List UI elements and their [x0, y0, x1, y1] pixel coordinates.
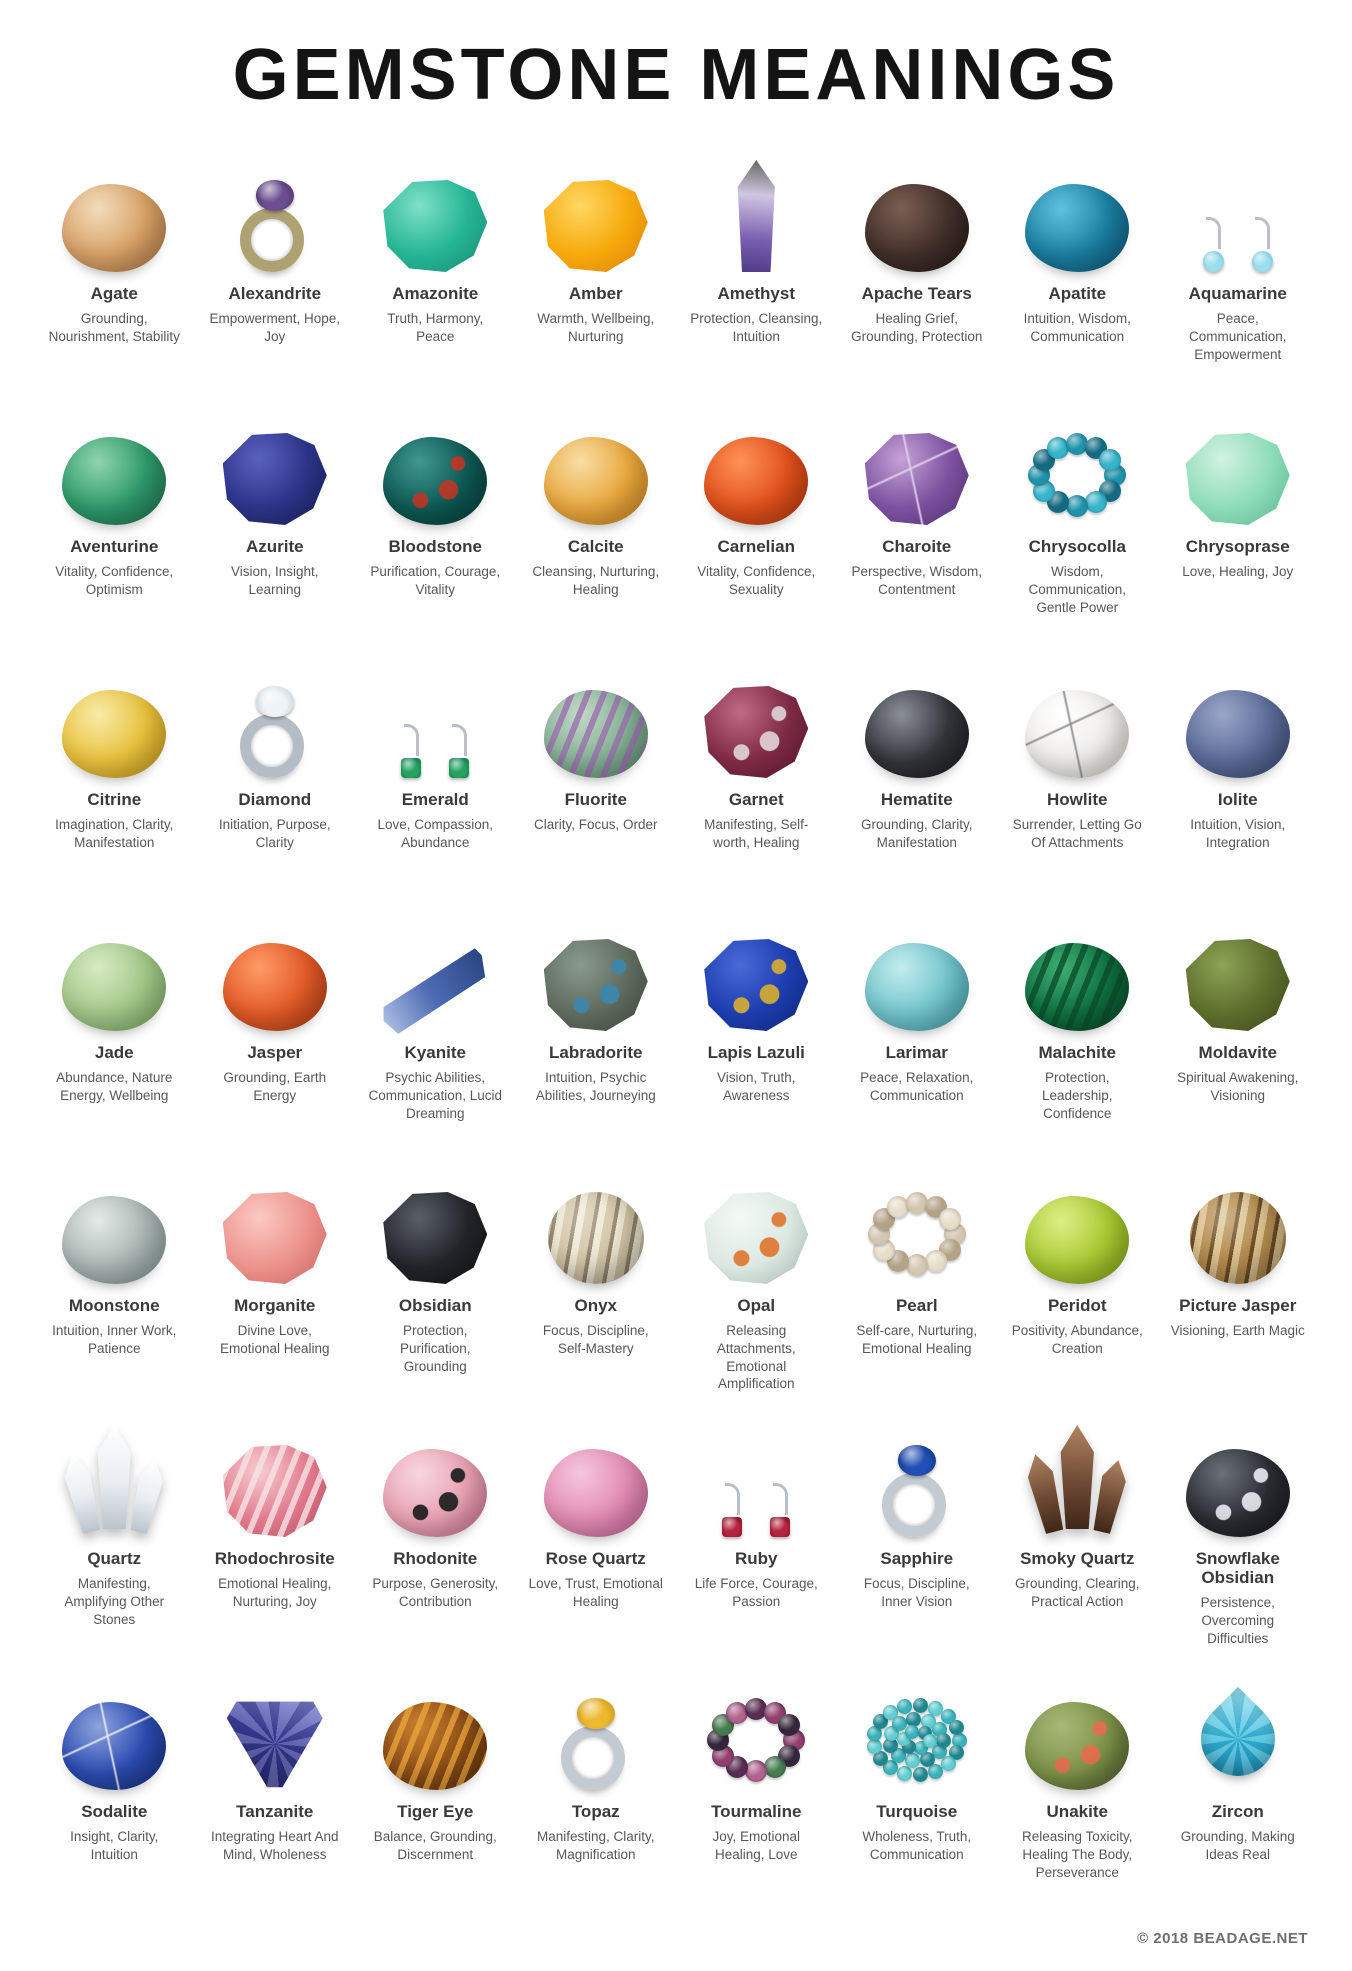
gem-meaning: Psychic Abilities, Communication, Lucid Dreaming — [368, 1070, 503, 1121]
sapphire-stone — [878, 1445, 956, 1537]
rhodonite-stone — [383, 1449, 487, 1537]
gem-meaning: Purpose, Generosity, Contribution — [372, 1576, 499, 1609]
morganite-stone — [223, 1192, 327, 1284]
gem-meaning: Healing Grief, Grounding, Protection — [851, 311, 983, 344]
gem-meaning: Warmth, Wellbeing, Nurturing — [537, 311, 655, 344]
gem-stone-image — [997, 1146, 1158, 1296]
gem-card-moldavite — [1158, 893, 1319, 1146]
gem-name: Chrysoprase — [1185, 537, 1290, 556]
gem-stone-image — [997, 387, 1158, 537]
gem-stone-image — [355, 640, 516, 790]
gem-stone-image — [1158, 893, 1319, 1043]
gem-name: Jade — [94, 1043, 134, 1062]
gem-card-kyanite — [355, 893, 516, 1146]
howlite-stone — [1025, 690, 1129, 778]
gem-card-azurite — [195, 387, 356, 640]
gem-name: Apache Tears — [861, 284, 972, 303]
gem-stone-image — [997, 1652, 1158, 1802]
ruby-stone — [722, 1433, 790, 1537]
gem-stone-image — [195, 1399, 356, 1549]
gem-name: Citrine — [87, 790, 142, 809]
gem-name: Amazonite — [392, 284, 479, 303]
gem-name: Amber — [568, 284, 623, 303]
gem-card-pearl — [837, 1146, 998, 1399]
gem-stone-image — [837, 1652, 998, 1802]
amber-stone — [544, 180, 648, 272]
gem-card-larimar — [837, 893, 998, 1146]
gem-meaning: Life Force, Courage, Passion — [694, 1576, 818, 1609]
gem-card-carnelian — [676, 387, 837, 640]
gem-card-calcite — [516, 387, 677, 640]
gem-name: Agate — [90, 284, 138, 303]
gem-card-tiger-eye — [355, 1652, 516, 1905]
gem-stone-image — [1158, 1146, 1319, 1296]
moonstone-stone — [62, 1196, 166, 1284]
gem-meaning: Intuition, Inner Work, Patience — [52, 1323, 177, 1356]
gem-name: Hematite — [880, 790, 953, 809]
gem-stone-image — [676, 640, 837, 790]
onyx-stone — [548, 1192, 644, 1284]
gem-meaning: Wisdom, Communication, Gentle Power — [1028, 564, 1127, 615]
gem-meaning: Integrating Heart And Mind, Wholeness — [210, 1829, 339, 1862]
gem-stone-image — [34, 1399, 195, 1549]
gem-stone-image — [355, 893, 516, 1043]
gem-meaning: Persistence, Overcoming Difficulties — [1200, 1595, 1275, 1646]
gem-card-rose-quartz — [516, 1399, 677, 1652]
iolite-stone — [1186, 690, 1290, 778]
smoky-quartz-stone — [1021, 1425, 1133, 1537]
gem-name: Iolite — [1217, 790, 1258, 809]
gem-meaning: Spiritual Awakening, Visioning — [1177, 1070, 1299, 1103]
jade-stone — [62, 943, 166, 1031]
gem-name: Alexandrite — [228, 284, 322, 303]
page-title: GEMSTONE MEANINGS — [232, 35, 1120, 115]
gem-name: Chrysocolla — [1028, 537, 1126, 556]
gem-meaning: Love, Healing, Joy — [1182, 564, 1294, 580]
gem-meaning: Positivity, Abundance, Creation — [1011, 1323, 1143, 1356]
gem-grid — [0, 116, 1352, 1905]
gem-name: Charoite — [882, 537, 952, 556]
gem-name: Quartz — [87, 1549, 142, 1568]
gem-card-charoite — [837, 387, 998, 640]
gem-stone-image — [1158, 134, 1319, 284]
aquamarine-stone — [1203, 168, 1273, 272]
gem-card-fluorite — [516, 640, 677, 893]
chrysocolla-stone — [1021, 425, 1133, 525]
gem-name: Ruby — [735, 1549, 778, 1568]
rose-quartz-stone — [544, 1449, 648, 1537]
garnet-stone — [704, 686, 808, 778]
gem-stone-image — [837, 387, 998, 537]
tiger-eye-stone — [383, 1702, 487, 1790]
gem-card-aquamarine — [1158, 134, 1319, 387]
gem-card-chrysocolla — [997, 387, 1158, 640]
gem-meaning: Grounding, Clarity, Manifestation — [860, 817, 973, 850]
sodalite-stone — [62, 1702, 166, 1790]
kyanite-stone — [376, 947, 495, 1037]
alexandrite-stone — [236, 180, 314, 272]
gem-card-chrysoprase — [1158, 387, 1319, 640]
gem-card-diamond — [195, 640, 356, 893]
tanzanite-stone — [227, 1698, 323, 1790]
gem-stone-image — [355, 1146, 516, 1296]
gem-meaning: Grounding, Clearing, Practical Action — [1014, 1576, 1140, 1609]
gem-card-emerald — [355, 640, 516, 893]
gem-meaning: Grounding, Making Ideas Real — [1180, 1829, 1295, 1862]
hematite-stone — [865, 690, 969, 778]
bloodstone-stone — [383, 437, 487, 525]
gem-card-tourmaline — [676, 1652, 837, 1905]
gem-name: Labradorite — [548, 1043, 643, 1062]
gem-card-sodalite — [34, 1652, 195, 1905]
gem-card-amber — [516, 134, 677, 387]
chrysoprase-stone — [1186, 433, 1290, 525]
agate-stone — [62, 184, 166, 272]
gem-meaning: Imagination, Clarity, Manifestation — [55, 817, 174, 850]
gem-stone-image — [355, 387, 516, 537]
gem-stone-image — [195, 640, 356, 790]
gem-name: Amethyst — [717, 284, 795, 303]
gem-stone-image — [34, 1652, 195, 1802]
gem-card-bloodstone — [355, 387, 516, 640]
gem-stone-image — [1158, 640, 1319, 790]
emerald-stone — [401, 674, 469, 778]
gem-meaning: Vitality, Confidence, Optimism — [55, 564, 174, 597]
unakite-stone — [1025, 1702, 1129, 1790]
gem-meaning: Self-care, Nurturing, Emotional Healing — [856, 1323, 978, 1356]
gem-meaning: Peace, Communication, Empowerment — [1188, 311, 1287, 362]
gem-stone-image — [516, 134, 677, 284]
gem-name: Calcite — [567, 537, 624, 556]
gem-card-alexandrite — [195, 134, 356, 387]
gem-stone-image — [997, 893, 1158, 1043]
gem-stone-image — [676, 134, 837, 284]
aventurine-stone — [62, 437, 166, 525]
gem-stone-image — [355, 1652, 516, 1802]
gem-card-hematite — [837, 640, 998, 893]
gem-card-malachite — [997, 893, 1158, 1146]
gem-card-labradorite — [516, 893, 677, 1146]
gem-name: Peridot — [1047, 1296, 1107, 1315]
gem-card-citrine — [34, 640, 195, 893]
gem-name: Obsidian — [398, 1296, 472, 1315]
azurite-stone — [223, 433, 327, 525]
gem-name: Azurite — [245, 537, 304, 556]
gem-name: Pearl — [895, 1296, 938, 1315]
amethyst-stone — [725, 160, 787, 272]
gem-stone-image — [355, 1399, 516, 1549]
gem-card-peridot — [997, 1146, 1158, 1399]
gem-stone-image — [34, 893, 195, 1043]
gem-card-onyx — [516, 1146, 677, 1399]
lapis-lazuli-stone — [704, 939, 808, 1031]
gem-card-rhodochrosite — [195, 1399, 356, 1652]
gem-name: Aquamarine — [1188, 284, 1287, 303]
gem-meaning: Divine Love, Emotional Healing — [219, 1323, 330, 1356]
topaz-stone — [557, 1698, 635, 1790]
gem-name: Aventurine — [70, 537, 159, 556]
gem-stone-image — [997, 640, 1158, 790]
gem-stone-image — [195, 1146, 356, 1296]
gem-meaning: Wholeness, Truth, Communication — [862, 1829, 972, 1862]
zircon-stone — [1185, 1687, 1290, 1792]
charoite-stone — [865, 433, 969, 525]
gem-meaning: Surrender, Letting Go Of Attachments — [1012, 817, 1142, 850]
gem-card-turquoise — [837, 1652, 998, 1905]
gem-card-picture-jasper — [1158, 1146, 1319, 1399]
gem-name: Emerald — [401, 790, 469, 809]
gem-card-rhodonite — [355, 1399, 516, 1652]
gem-card-apatite — [997, 134, 1158, 387]
gem-card-howlite — [997, 640, 1158, 893]
gem-name: Moldavite — [1198, 1043, 1277, 1062]
gem-card-jasper — [195, 893, 356, 1146]
gem-name: Apatite — [1048, 284, 1107, 303]
gem-name: Morganite — [234, 1296, 316, 1315]
gem-card-tanzanite — [195, 1652, 356, 1905]
picture-jasper-stone — [1190, 1192, 1286, 1284]
gem-card-smoky-quartz — [997, 1399, 1158, 1652]
gem-name: Picture Jasper — [1179, 1296, 1297, 1315]
gem-meaning: Vision, Insight, Learning — [230, 564, 319, 597]
gem-stone-image — [997, 134, 1158, 284]
gem-name: Sodalite — [81, 1802, 148, 1821]
quartz-stone — [58, 1425, 170, 1537]
gem-stone-image — [676, 1146, 837, 1296]
gem-name: Rose Quartz — [545, 1549, 646, 1568]
gem-stone-image — [34, 640, 195, 790]
citrine-stone — [62, 690, 166, 778]
gem-stone-image — [676, 893, 837, 1043]
amazonite-stone — [383, 180, 487, 272]
gem-stone-image — [837, 1146, 998, 1296]
gem-meaning: Clarity, Focus, Order — [533, 817, 658, 833]
gem-meaning: Releasing Attachments, Emotional Amplification — [716, 1323, 796, 1392]
gem-stone-image — [195, 1652, 356, 1802]
gem-name: Tourmaline — [711, 1802, 802, 1821]
gem-name: Sapphire — [880, 1549, 954, 1568]
gem-stone-image — [676, 1652, 837, 1802]
gem-meaning: Protection, Leadership, Confidence — [1041, 1070, 1113, 1121]
gem-card-sapphire — [837, 1399, 998, 1652]
gem-meaning: Intuition, Psychic Abilities, Journeying — [535, 1070, 656, 1103]
gem-meaning: Intuition, Vision, Integration — [1190, 817, 1286, 850]
gem-stone-image — [1158, 1652, 1319, 1802]
tourmaline-stone — [700, 1690, 812, 1790]
malachite-stone — [1025, 943, 1129, 1031]
gem-stone-image — [516, 387, 677, 537]
jasper-stone — [223, 943, 327, 1031]
gem-name: Tanzanite — [236, 1802, 314, 1821]
gem-meaning: Truth, Harmony, Peace — [387, 311, 484, 344]
opal-stone — [704, 1192, 808, 1284]
gem-card-apache-tears — [837, 134, 998, 387]
gem-stone-image — [837, 1399, 998, 1549]
gem-stone-image — [195, 893, 356, 1043]
gem-stone-image — [1158, 1399, 1319, 1549]
pearl-stone — [861, 1184, 973, 1284]
gem-name: Rhodonite — [393, 1549, 478, 1568]
gem-card-jade — [34, 893, 195, 1146]
gem-name: Carnelian — [717, 537, 795, 556]
gem-stone-image — [1158, 387, 1319, 537]
gem-card-unakite — [997, 1652, 1158, 1905]
gem-card-quartz — [34, 1399, 195, 1652]
gem-card-lapis-lazuli — [676, 893, 837, 1146]
gem-stone-image — [837, 134, 998, 284]
gem-name: Diamond — [238, 790, 312, 809]
gem-stone-image — [837, 640, 998, 790]
fluorite-stone — [544, 690, 648, 778]
gem-meaning: Abundance, Nature Energy, Wellbeing — [56, 1070, 173, 1103]
gem-name: Turquoise — [876, 1802, 958, 1821]
gem-meaning: Perspective, Wisdom, Contentment — [851, 564, 983, 597]
gem-meaning: Vision, Truth, Awareness — [716, 1070, 796, 1103]
gem-stone-image — [516, 893, 677, 1043]
larimar-stone — [865, 943, 969, 1031]
gem-card-obsidian — [355, 1146, 516, 1399]
gem-meaning: Cleansing, Nurturing, Healing — [532, 564, 660, 597]
copyright-text: © 2018 BEADAGE.NET — [1137, 1930, 1308, 1947]
gem-name: Moonstone — [68, 1296, 160, 1315]
gem-card-amethyst — [676, 134, 837, 387]
gem-card-zircon — [1158, 1652, 1319, 1905]
gem-name: Smoky Quartz — [1020, 1549, 1135, 1568]
gem-stone-image — [997, 1399, 1158, 1549]
labradorite-stone — [544, 939, 648, 1031]
gem-name: Garnet — [728, 790, 784, 809]
turquoise-stone — [861, 1690, 973, 1790]
gem-name: Tiger Eye — [397, 1802, 474, 1821]
gem-name: Jasper — [247, 1043, 303, 1062]
gem-meaning: Manifesting, Clarity, Magnification — [536, 1829, 655, 1862]
gem-meaning: Focus, Discipline, Inner Vision — [863, 1576, 970, 1609]
gem-stone-image — [516, 1652, 677, 1802]
gem-card-agate — [34, 134, 195, 387]
gem-card-opal — [676, 1146, 837, 1399]
gem-card-amazonite — [355, 134, 516, 387]
gem-stone-image — [837, 893, 998, 1043]
gem-stone-image — [516, 640, 677, 790]
gem-meaning: Joy, Emotional Healing, Love — [712, 1829, 801, 1862]
gem-meaning: Visioning, Earth Magic — [1170, 1323, 1305, 1339]
gem-stone-image — [516, 1399, 677, 1549]
gem-stone-image — [195, 387, 356, 537]
rhodochrosite-stone — [223, 1445, 327, 1537]
gem-meaning: Vitality, Confidence, Sexuality — [697, 564, 816, 597]
gem-name: Howlite — [1047, 790, 1108, 809]
gem-card-aventurine — [34, 387, 195, 640]
gem-meaning: Protection, Purification, Grounding — [399, 1323, 471, 1374]
gem-meaning: Insight, Clarity, Intuition — [70, 1829, 159, 1862]
gem-name: Zircon — [1211, 1802, 1264, 1821]
gem-stone-image — [195, 134, 356, 284]
gem-stone-image — [34, 134, 195, 284]
gem-meaning: Love, Trust, Emotional Healing — [528, 1576, 663, 1609]
gem-name: Topaz — [571, 1802, 620, 1821]
gem-card-garnet — [676, 640, 837, 893]
snowflake-obsidian-stone — [1186, 1449, 1290, 1537]
gem-stone-image — [516, 1146, 677, 1296]
moldavite-stone — [1186, 939, 1290, 1031]
gem-name: Malachite — [1038, 1043, 1116, 1062]
gem-meaning: Balance, Grounding, Discernment — [373, 1829, 497, 1862]
gem-card-iolite — [1158, 640, 1319, 893]
gem-meaning: Manifesting, Amplifying Other Stones — [64, 1576, 165, 1627]
gem-card-ruby — [676, 1399, 837, 1652]
calcite-stone — [544, 437, 648, 525]
gem-meaning: Grounding, Nourishment, Stability — [48, 311, 180, 344]
peridot-stone — [1025, 1196, 1129, 1284]
gem-name: Lapis Lazuli — [707, 1043, 805, 1062]
gem-meaning: Protection, Cleansing, Intuition — [690, 311, 823, 344]
carnelian-stone — [704, 437, 808, 525]
gem-name: Unakite — [1046, 1802, 1108, 1821]
gem-stone-image — [676, 387, 837, 537]
gem-name: Opal — [737, 1296, 776, 1315]
gem-meaning: Emotional Healing, Nurturing, Joy — [218, 1576, 332, 1609]
gem-meaning: Purification, Courage, Vitality — [370, 564, 501, 597]
gem-name: Fluorite — [564, 790, 627, 809]
gem-card-topaz — [516, 1652, 677, 1905]
gem-card-morganite — [195, 1146, 356, 1399]
gem-name: Snowflake Obsidian — [1195, 1549, 1280, 1588]
gem-name: Onyx — [574, 1296, 618, 1315]
gem-meaning: Love, Compassion, Abundance — [377, 817, 494, 850]
gem-meaning: Focus, Discipline, Self-Mastery — [542, 1323, 649, 1356]
gem-stone-image — [676, 1399, 837, 1549]
gem-card-moonstone — [34, 1146, 195, 1399]
gem-name: Bloodstone — [388, 537, 482, 556]
gem-meaning: Initiation, Purpose, Clarity — [218, 817, 331, 850]
diamond-stone — [236, 686, 314, 778]
gem-stone-image — [355, 134, 516, 284]
gem-meaning: Peace, Relaxation, Communication — [860, 1070, 974, 1103]
obsidian-stone — [383, 1192, 487, 1284]
gem-name: Larimar — [885, 1043, 948, 1062]
gem-card-snowflake-obsidian — [1158, 1399, 1319, 1652]
apache-tears-stone — [865, 184, 969, 272]
gem-meaning: Intuition, Wisdom, Communication — [1023, 311, 1131, 344]
gem-name: Rhodochrosite — [214, 1549, 335, 1568]
apatite-stone — [1025, 184, 1129, 272]
gem-name: Kyanite — [404, 1043, 466, 1062]
gem-meaning: Empowerment, Hope, Joy — [209, 311, 341, 344]
gem-meaning: Releasing Toxicity, Healing The Body, Perseverance — [1021, 1829, 1133, 1880]
gem-meaning: Grounding, Earth Energy — [223, 1070, 327, 1103]
gem-stone-image — [34, 387, 195, 537]
gem-meaning: Manifesting, Self-worth, Healing — [704, 817, 809, 850]
gem-stone-image — [34, 1146, 195, 1296]
